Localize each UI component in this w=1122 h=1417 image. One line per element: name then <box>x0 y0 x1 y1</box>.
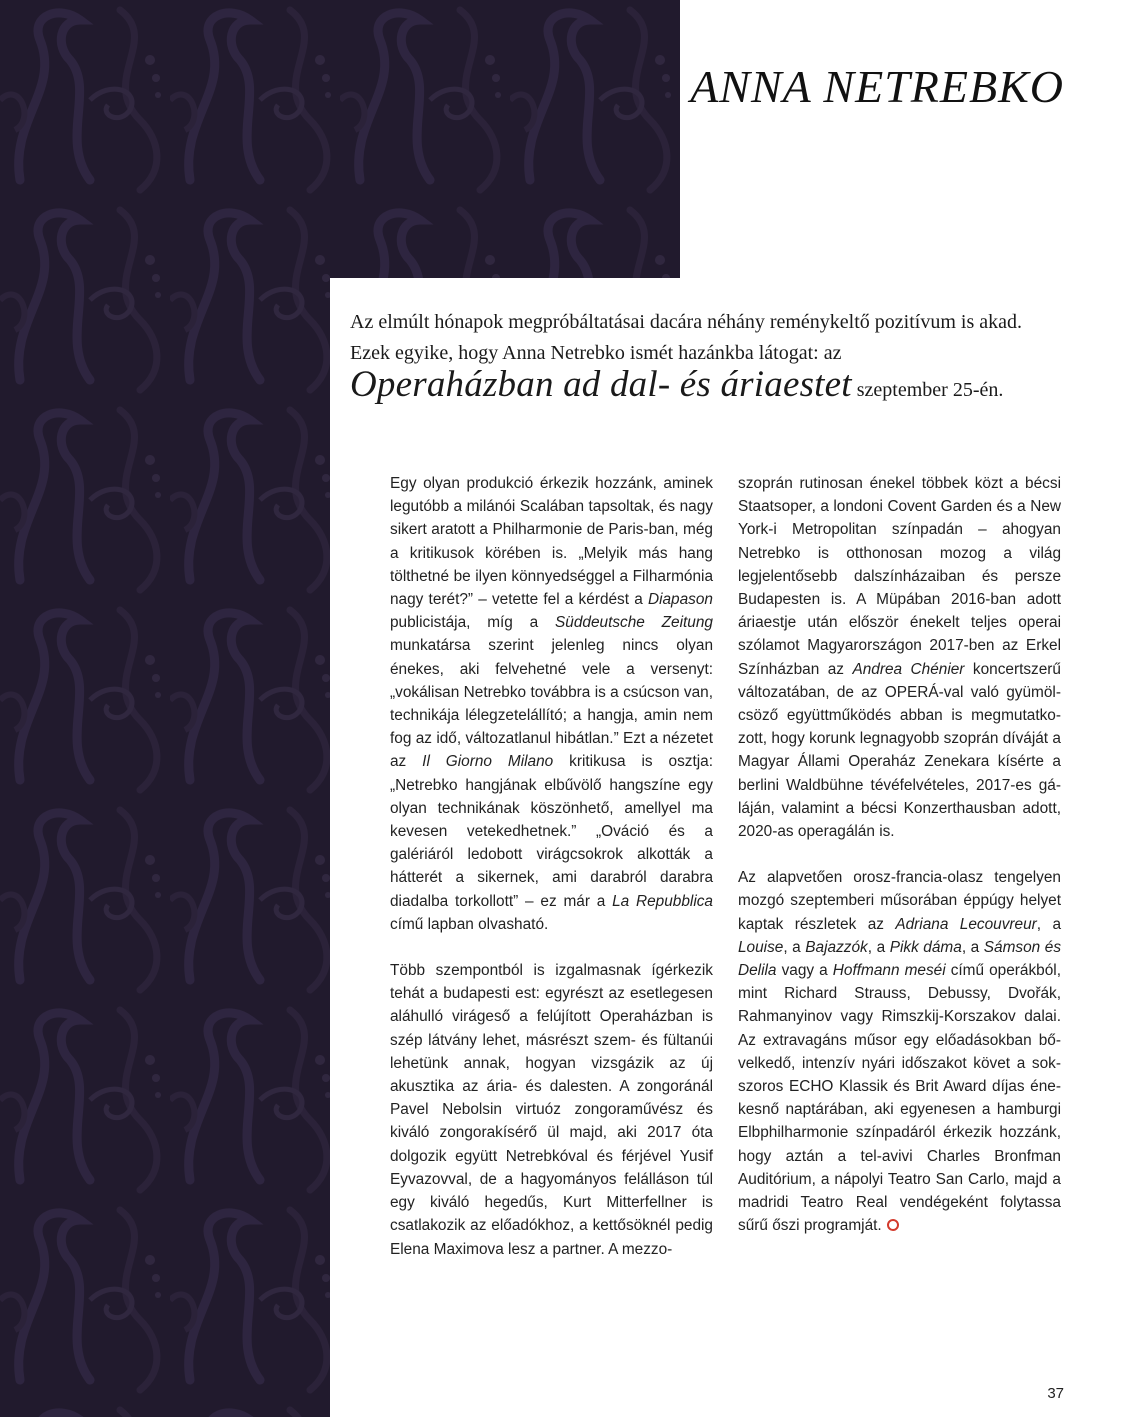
work-title: Andrea Chénier <box>852 660 965 678</box>
page-number: 37 <box>1047 1385 1064 1402</box>
text-run: publicistája, míg a <box>390 614 556 632</box>
work-title: Sámson és Delila <box>738 938 1062 980</box>
work-title: Hoffmann meséi <box>832 962 946 980</box>
text-run: Az alapvetően orosz-francia-olasz tengelyen mozgó szeptemberi műsorában éppúgy helyet kaptak részletek az <box>738 869 1061 933</box>
text-run: Egy olyan produkció érkezik hozzánk, aminek legutóbb a milánói Scalában tapsoltak, és nagy sikert aratott a Philharmonie de Paris-ban, még a kritikusok körében is. „Melyik más hang tölthetné be ilyen könnyedséggel a Filharmónia nagy terét?” – vetette fel a kérdést a <box>390 475 713 609</box>
body-paragraph <box>738 866 1061 1237</box>
body-paragraph: Több szempontból is izgalmasnak ígérkezik tehát a budapesti est: egyrészt az esetlegesen aláhulló virágeső a felújított Operaházban is szép látvány lehet, másrészt szem- és fültanúi lehetünk annak, hogyan vizsgázik az új akusztika az ária- és dalesten. A zongoránál Pavel Nebolsin virtuóz zongoraművész és kiváló zongorakísérő ül majd, aki 2017 óta dolgozik együtt Netrebkóval és férjével Yusif Eyvazovval, de a hagyományos felálláson túl egy kiváló hegedűs, Kurt Mitterfellner is csatlakozik az előadókhoz, a kettősöknél pedig Elena Maximova lesz a partner. A mezzo- <box>390 962 713 1258</box>
publication-title: Süddeutsche Zeitung <box>555 614 713 632</box>
body-paragraph <box>390 472 713 936</box>
text-run: című operákból, mint Richard Strauss, Debussy, Dvořák, Rahmanyinov vagy Rimszkij-Korszakov dalai. Az extravagáns műsor egy előadásokban bővelkedő, intenzív nyári időszakot követ a sokszoros ECHO Klassik és Brit Award díjas énekesnő naptárában, aki egyenesen a hamburgi Elbphilharmonie színpadáról érkezik hozzánk, hogy aztán a tel-avivi Charles Bronfman Auditórium, a nápolyi Teatro San Carlo, majd a madridi Teatro Real vendégeként folytassa sűrű őszi programját. <box>738 962 1062 1235</box>
damask-background-left <box>0 278 330 1417</box>
lead-highlight: Operaházban ad dal- és áriaestet <box>350 364 852 405</box>
text-run: koncertszerű változatában, de az OPERÁ-val való gyümölcsöző együttműködés abban is megmutatkozott, hogy korunk legnagyobb szoprán díváját a Magyar Állami Operaház Zenekara kísérte a berlini Waldbühne tévéfelvételes, 2017-es gáláján, valamint a bécsi Konzerthausban adott, 2020-as operagálán is. <box>738 660 1061 841</box>
damask-background-top <box>0 0 680 278</box>
text-run: szoprán rutinosan énekel többek közt a bécsi Staatsoper, a londoni Covent Garden és a New York-i Metropolitan színpadán – ahogyan Netrebko is otthonosan mozog a világ legjelentősebb dalszínházaiban és persze Budapesten is. A Müpában 2016-ban adott áriaestje után először énekelt teljes operai szólamot Magyarországon 2017-ben az Erkel Színházban az <box>738 475 1061 678</box>
publication-title: Il Giorno Milano <box>422 753 554 771</box>
work-title: Pikk dáma <box>889 938 962 956</box>
text-run: kritikusa is osztja: „Netrebko hangjának elbűvölő hangszíne egy olyan technikának köszönhető, amellyel ma kevesen vetekedhetnek.” „Ováció és a galériáról ledobott virágcsokrok alkották a hátterét a sikernek, ami darabról darabra diadalba torkollott” – ez már a <box>390 753 714 910</box>
publication-title: Diapason <box>647 591 713 609</box>
damask-pattern-icon <box>0 0 680 278</box>
work-title: Adriana Lecouvreur <box>895 915 1037 933</box>
lead-text-end: szeptember 25-én. <box>851 379 1004 401</box>
work-title: Bajazzók <box>805 938 868 956</box>
text-run: , a <box>783 938 806 956</box>
article-title: ANNA NETREBKO <box>690 61 1064 112</box>
text-run: , a <box>1036 915 1061 933</box>
body-paragraph <box>738 472 1061 843</box>
circle-end-mark-icon <box>887 1219 899 1231</box>
body-column-right <box>738 472 1061 1238</box>
text-run: , a <box>867 938 890 956</box>
text-run: munkatársa szerint jelenleg nincs olyan énekes, aki felvehetné vele a versenyt: „vokálisan Netrebko továbbra is a csúcson van, technikája lélegzetelállító; a hangja, amin nem fog az idő, változatlanul hibátlan.” Ezt a nézetet az <box>390 637 713 771</box>
lead-paragraph <box>350 307 1040 406</box>
text-run: vagy a <box>776 962 833 980</box>
work-title: Louise <box>738 938 784 956</box>
publication-title: La Repubblica <box>612 892 713 910</box>
text-run: című lapban olvasható. <box>390 915 549 933</box>
lead-text-start: Az elmúlt hónapok megpróbáltatásai dacára néhány reménykeltő pozitívum is akad. Ezek egyike, hogy Anna Netrebko ismét hazánkba látogat: az <box>350 311 1022 364</box>
damask-pattern-icon <box>0 278 330 1417</box>
body-column-left <box>390 472 713 1261</box>
text-run: , a <box>961 938 984 956</box>
